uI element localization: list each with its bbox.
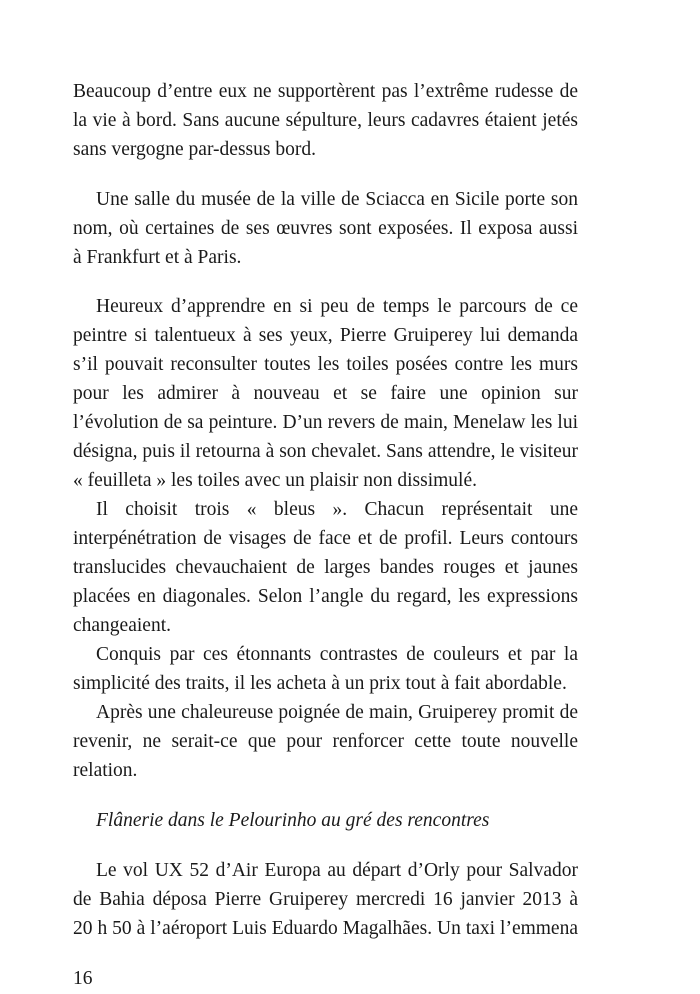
text-line: à Frankfurt et à Paris. — [73, 247, 242, 268]
text-line: pour les admirer à nouveau et se faire une opinion sur — [73, 383, 578, 404]
page-number: 16 — [73, 968, 93, 989]
text-line: revenir, ne serait-ce que pour renforcer cette toute nouvelle — [73, 731, 578, 752]
text-line: changeaient. — [73, 615, 171, 636]
text-line: désigna, puis il retourna à son chevalet. Sans attendre, le visiteur — [73, 441, 578, 462]
text-line: Il choisit trois « bleus ». Chacun représentait une — [96, 499, 578, 520]
text-line: la vie à bord. Sans aucune sépulture, leurs cadavres étaient jetés — [73, 110, 578, 131]
text-line: « feuilleta » les toiles avec un plaisir non dissimulé. — [73, 470, 477, 491]
text-line: Beaucoup d’entre eux ne supportèrent pas l’extrême rudesse de — [73, 81, 578, 102]
text-line: de Bahia déposa Pierre Gruiperey mercredi 16 janvier 2013 à — [73, 889, 578, 910]
text-line: relation. — [73, 760, 138, 781]
text-line: Conquis par ces étonnants contrastes de couleurs et par la — [96, 644, 578, 665]
text-line: peintre si talentueux à ses yeux, Pierre Gruiperey lui demanda — [73, 325, 578, 346]
text-line: 20 h 50 à l’aéroport Luis Eduardo Magalhães. Un taxi l’emmena — [73, 918, 578, 939]
text-line: Le vol UX 52 d’Air Europa au départ d’Orly pour Salvador — [96, 860, 578, 881]
text-line: interpénétration de visages de face et de profil. Leurs contours — [73, 528, 578, 549]
section-heading: Flânerie dans le Pelourinho au gré des rencontres — [96, 810, 490, 831]
text-line: Une salle du musée de la ville de Sciacca en Sicile porte son — [96, 189, 578, 210]
text-line: placées en diagonales. Selon l’angle du regard, les expressions — [73, 586, 578, 607]
text-line: translucides chevauchaient de larges bandes rouges et jaunes — [73, 557, 578, 578]
text-line: nom, où certaines de ses œuvres sont exposées. Il exposa aussi — [73, 218, 578, 239]
text-line: sans vergogne par-dessus bord. — [73, 139, 316, 160]
text-line: l’évolution de sa peinture. D’un revers de main, Menelaw les lui — [73, 412, 578, 433]
text-line: Après une chaleureuse poignée de main, Gruiperey promit de — [96, 702, 578, 723]
text-line: Heureux d’apprendre en si peu de temps le parcours de ce — [96, 296, 578, 317]
text-line: simplicité des traits, il les acheta à un prix tout à fait abordable. — [73, 673, 567, 694]
text-line: s’il pouvait reconsulter toutes les toiles posées contre les murs — [73, 354, 578, 375]
